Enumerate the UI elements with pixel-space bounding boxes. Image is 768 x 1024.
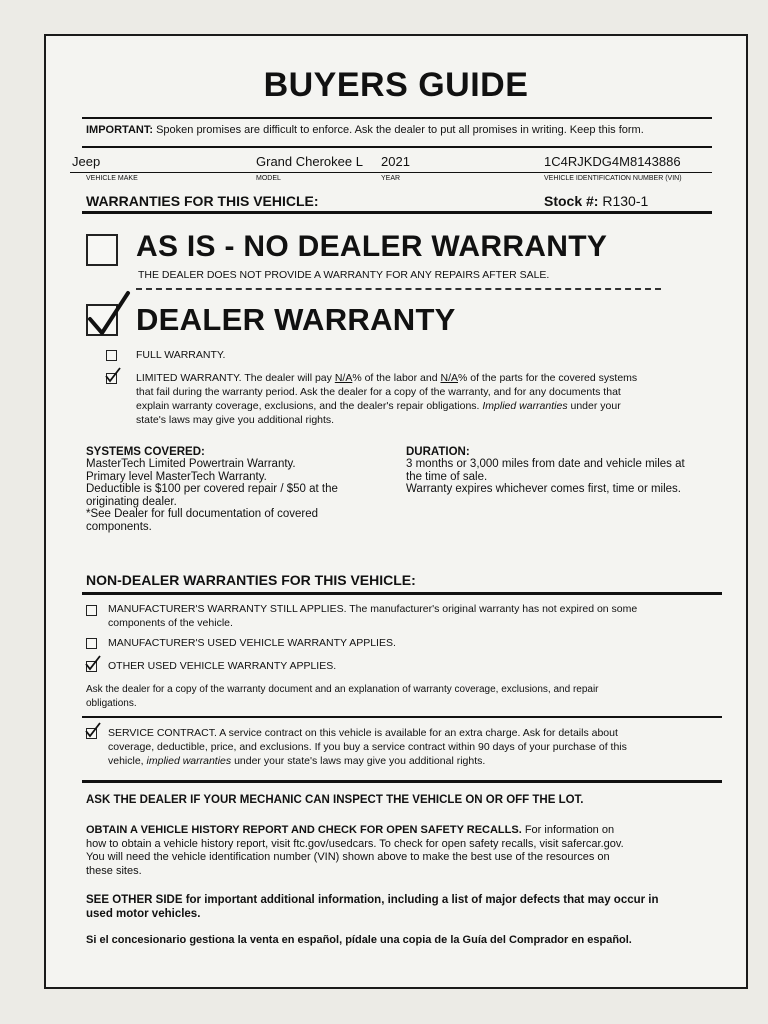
systems-line: MasterTech Limited Powertrain Warranty. — [86, 458, 296, 470]
limited-p2: % of the labor and — [352, 372, 438, 384]
as-is-divider — [136, 288, 661, 290]
duration-line: 3 months or 3,000 miles from date and vehicle miles at — [406, 458, 685, 470]
mfr-used-checkbox[interactable] — [86, 638, 97, 649]
systems-line: components. — [86, 520, 152, 533]
non-dealer-rule — [82, 592, 722, 595]
mfr-warranty-text — [108, 602, 728, 630]
systems-line: *See Dealer for full documentation of covered — [86, 508, 319, 520]
mfr-warranty-text-2: components of the vehicle. — [108, 617, 233, 629]
systems-line: originating dealer. — [86, 495, 177, 508]
as-is-subtitle: THE DEALER DOES NOT PROVIDE A WARRANTY FOR ANY REPAIRS AFTER SALE. — [138, 269, 550, 281]
mfr-used-label: MANUFACTURER'S USED VEHICLE WARRANTY APPLIES. — [108, 637, 396, 649]
mfr-line-1 — [108, 602, 728, 616]
limited-p3: % of the parts for the covered systems — [458, 372, 638, 384]
systems-covered-body — [86, 458, 386, 533]
limited-line-4: state's laws may give you additional rights. — [136, 414, 335, 426]
other-used-label: OTHER USED VEHICLE WARRANTY APPLIES. — [108, 660, 337, 672]
full-warranty-label: FULL WARRANTY. — [136, 349, 226, 361]
history-line-2: how to obtain a vehicle history report, visit ftc.gov/usedcars. To check for open safety recalls, visit safercar.gov. — [86, 837, 624, 850]
limited-line-3a: explain warranty coverage, exclusions, and the dealer's repair obligations. — [136, 400, 480, 412]
vehicle-vin: 1C4RJKDG4M8143886 — [544, 154, 681, 169]
spanish-notice: Si el concesionario gestiona la venta en español, pídale una copia de la Guía del Comprador en español. — [86, 934, 632, 946]
see-other-bold: SEE OTHER SIDE — [86, 894, 183, 906]
important-label: IMPORTANT: — [86, 124, 154, 136]
limited-warranty-check-icon — [104, 367, 122, 383]
service-line-3b: implied warranties — [146, 755, 232, 767]
service-line-3a: vehicle, — [108, 755, 144, 767]
systems-line: Deductible is $100 per covered repair / $50 at the — [86, 483, 338, 495]
limited-line-3b: Implied warranties — [482, 400, 568, 412]
see-other-line-2: used motor vehicles. — [86, 908, 201, 920]
duration-line: Warranty expires whichever comes first, time or miles. — [406, 483, 682, 495]
history-line-4: these sites. — [86, 864, 142, 877]
see-other-side — [86, 893, 736, 921]
as-is-title: AS IS - NO DEALER WARRANTY — [136, 230, 608, 263]
non-dealer-header: NON-DEALER WARRANTIES FOR THIS VEHICLE: — [86, 572, 416, 588]
footer-rule — [82, 780, 722, 783]
mfr-warranty-checkbox[interactable] — [86, 605, 97, 616]
duration-line: the time of sale. — [406, 470, 488, 483]
title-rule — [82, 117, 712, 119]
stock-number — [544, 193, 648, 209]
ask-line-2: obligations. — [86, 698, 137, 709]
service-rule — [82, 716, 722, 718]
systems-line: Primary level MasterTech Warranty. — [86, 470, 267, 483]
as-is-checkbox[interactable] — [86, 234, 118, 266]
dealer-warranty-check-icon — [82, 289, 132, 341]
vehicle-model-label: MODEL — [256, 175, 281, 182]
service-line-3c: under your state's laws may give you additional rights. — [234, 755, 486, 767]
history-line-1 — [86, 824, 736, 838]
warranties-rule — [82, 211, 712, 214]
stock-value: R130-1 — [602, 193, 649, 209]
vehicle-model: Grand Cherokee L — [256, 154, 363, 169]
buyers-guide-sheet — [44, 34, 748, 989]
limited-line-3 — [136, 399, 716, 413]
service-contract-check-icon — [84, 722, 102, 738]
important-text: Spoken promises are difficult to enforce. Ask the dealer to put all promises in writing. Keep this form. — [156, 124, 644, 136]
history-bold: OBTAIN A VEHICLE HISTORY REPORT AND CHECK FOR OPEN SAFETY RECALLS. — [86, 824, 522, 836]
other-used-check-icon — [84, 655, 102, 671]
vehicle-year-label: YEAR — [381, 175, 401, 182]
mfr-warranty-label: MANUFACTURER'S WARRANTY STILL APPLIES. — [108, 603, 347, 615]
ask-line-1: Ask the dealer for a copy of the warranty document and an explanation of warranty coverage, exclusions, and repair — [86, 684, 599, 695]
warranties-header: WARRANTIES FOR THIS VEHICLE: — [86, 193, 319, 209]
service-contract-text — [108, 726, 738, 768]
vehicle-year: 2021 — [381, 154, 410, 169]
vehicle-make-label: VEHICLE MAKE — [86, 175, 138, 182]
duration-body — [406, 458, 726, 496]
limited-line-1 — [136, 371, 716, 385]
see-other-line-1 — [86, 893, 736, 907]
dealer-warranty-title: DEALER WARRANTY — [136, 302, 456, 337]
important-notice — [86, 124, 644, 136]
systems-covered — [86, 446, 386, 533]
duration — [406, 446, 726, 496]
limited-warranty-text — [136, 371, 716, 427]
systems-covered-header: SYSTEMS COVERED: — [86, 446, 205, 458]
vehicle-make: Jeep — [72, 154, 101, 169]
important-rule — [82, 146, 712, 148]
service-contract-label: SERVICE CONTRACT. — [108, 727, 217, 739]
mfr-warranty-text-1: The manufacturer's original warranty has not expired on some — [349, 603, 638, 615]
vehicle-rule — [70, 172, 712, 173]
service-line-1 — [108, 726, 738, 740]
parts-percent: N/A — [440, 372, 458, 384]
history-line-3: You will need the vehicle identification number (VIN) shown above to make the best use of the resources on — [86, 851, 610, 863]
see-other-text-1: for important additional information, including a list of major defects that may occur in — [185, 894, 659, 906]
limited-p1: The dealer will pay — [244, 372, 332, 384]
limited-line-2: that fail during the warranty period. Ask the dealer for a copy of the warranty, and for any documents that — [136, 386, 621, 398]
non-dealer-ask — [86, 683, 736, 711]
history-report — [86, 824, 736, 878]
limited-line-3c: under your — [570, 400, 621, 412]
duration-header: DURATION: — [406, 446, 470, 458]
vehicle-vin-label: VEHICLE IDENTIFICATION NUMBER (VIN) — [544, 175, 682, 182]
labor-percent: N/A — [334, 372, 353, 384]
service-line-2: coverage, deductible, price, and exclusions. If you buy a service contract within 90 days of your purchase of this — [108, 741, 627, 753]
service-line-3 — [108, 754, 738, 768]
stock-label: Stock #: — [544, 193, 599, 209]
service-line-1-text: A service contract on this vehicle is available for an extra charge. Ask for details about — [219, 727, 618, 739]
full-warranty-checkbox[interactable] — [106, 350, 117, 361]
inspect-notice: ASK THE DEALER IF YOUR MECHANIC CAN INSPECT THE VEHICLE ON OR OFF THE LOT. — [86, 794, 584, 806]
history-text-1: For information on — [524, 824, 615, 836]
page-title: BUYERS GUIDE — [263, 66, 529, 104]
limited-label: LIMITED WARRANTY. — [136, 372, 242, 384]
